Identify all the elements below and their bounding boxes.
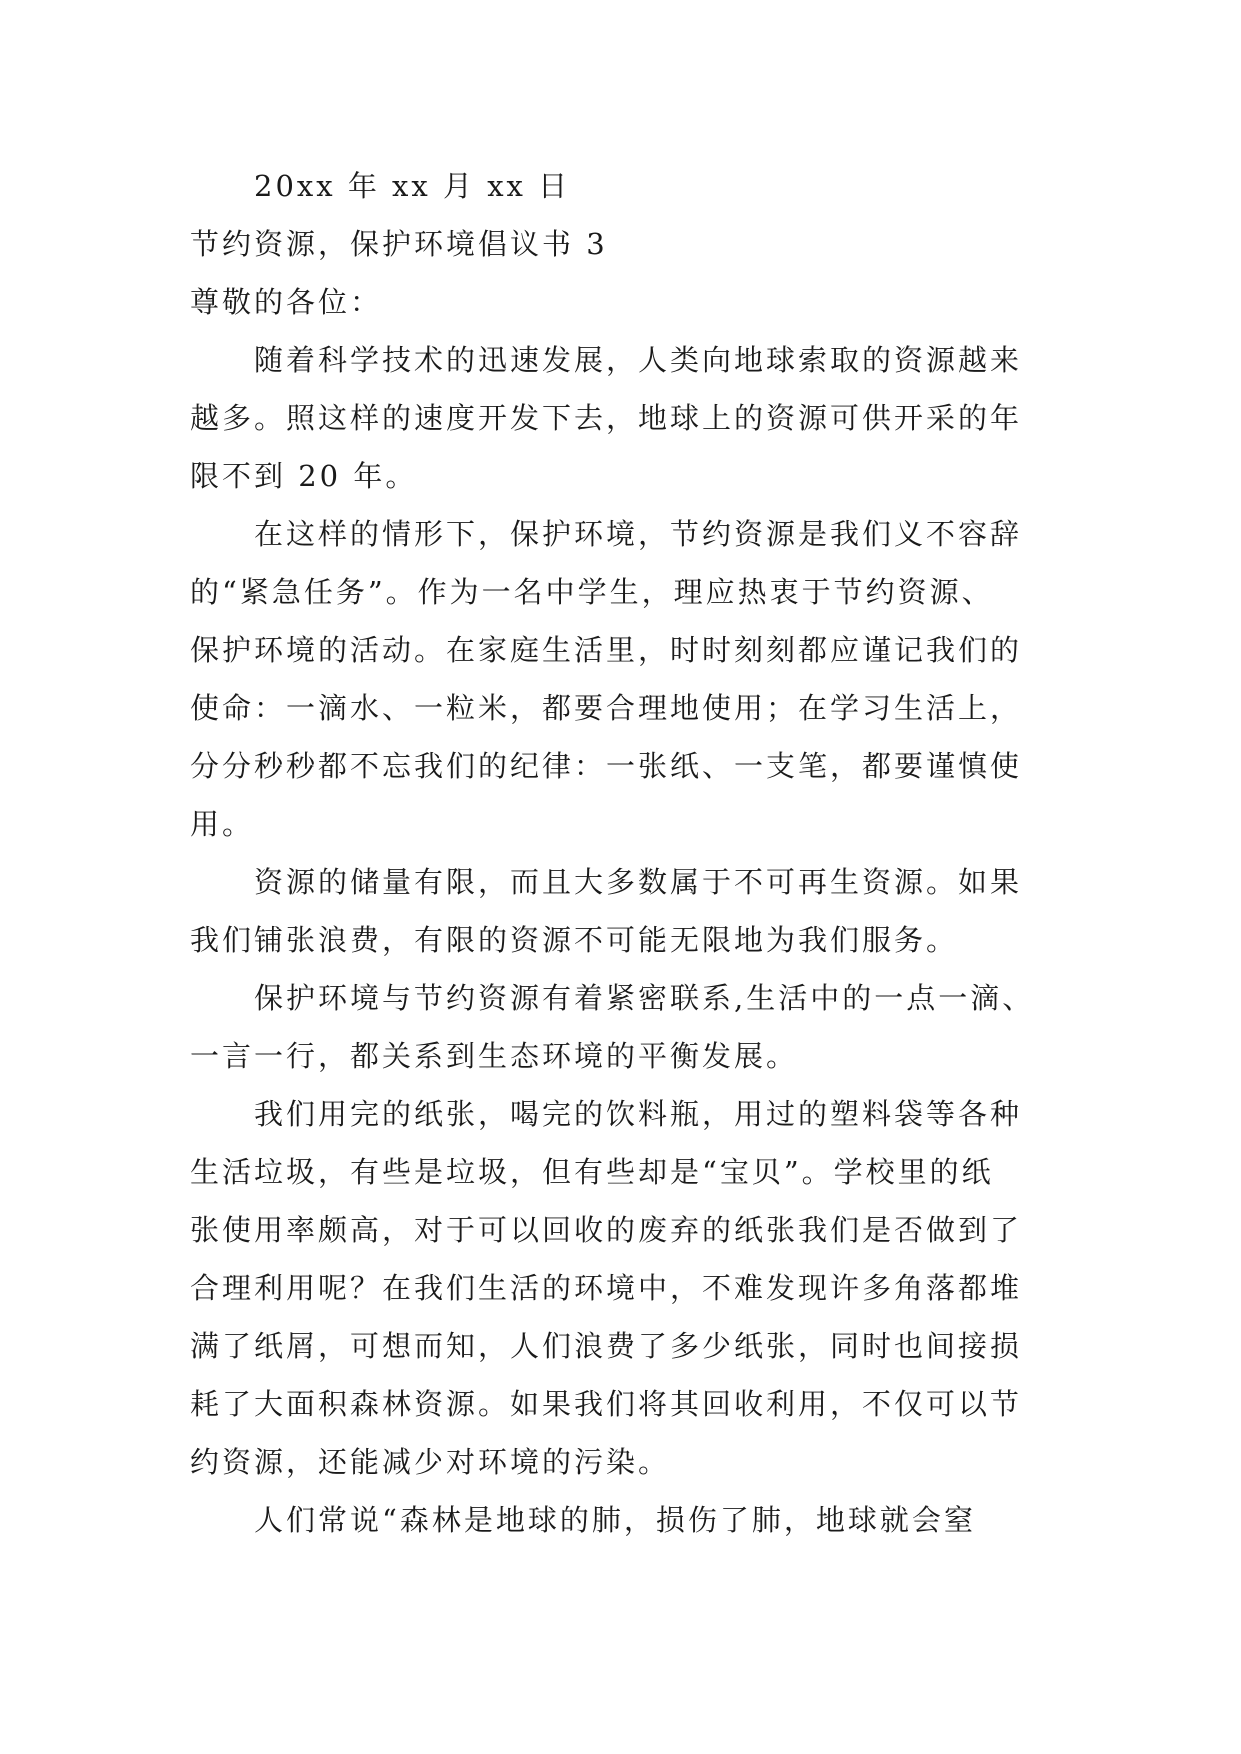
body-line: 限不到 20 年。	[190, 459, 418, 493]
document-salutation: 尊敬的各位：	[190, 285, 383, 319]
body-line: 的“紧急任务”。作为一名中学生，理应热衷于节约资源、	[190, 575, 994, 609]
body-line: 我们铺张浪费，有限的资源不可能无限地为我们服务。	[190, 923, 959, 957]
body-line: 保护环境的活动。在家庭生活里，时时刻刻都应谨记我们的	[190, 633, 1023, 667]
body-line: 用。	[190, 807, 255, 841]
body-line: 我们用完的纸张，喝完的饮料瓶，用过的塑料袋等各种	[254, 1097, 1023, 1131]
body-line: 随着科学技术的迅速发展，人类向地球索取的资源越来	[254, 343, 1023, 377]
body-line: 张使用率颇高，对于可以回收的废弃的纸张我们是否做到了	[190, 1213, 1023, 1247]
document-date: 20xx 年 xx 月 xx 日	[254, 169, 571, 203]
body-line: 分分秒秒都不忘我们的纪律：一张纸、一支笔，都要谨慎使	[190, 749, 1023, 783]
body-line: 满了纸屑，可想而知，人们浪费了多少纸张，同时也间接损	[190, 1329, 1023, 1363]
body-line: 保护环境与节约资源有着紧密联系,生活中的一点一滴、	[254, 981, 1035, 1015]
body-line: 一言一行，都关系到生态环境的平衡发展。	[190, 1039, 799, 1073]
body-line: 越多。照这样的速度开发下去，地球上的资源可供开采的年	[190, 401, 1023, 435]
body-line: 人们常说“森林是地球的肺，损伤了肺，地球就会窒	[254, 1503, 976, 1537]
body-line: 在这样的情形下，保护环境，节约资源是我们义不容辞	[254, 517, 1023, 551]
body-line: 使命：一滴水、一粒米，都要合理地使用；在学习生活上，	[190, 691, 1023, 725]
body-line: 合理利用呢？在我们生活的环境中，不难发现许多角落都堆	[190, 1271, 1023, 1305]
body-line: 耗了大面积森林资源。如果我们将其回收利用，不仅可以节	[190, 1387, 1023, 1421]
body-line: 约资源，还能减少对环境的污染。	[190, 1445, 671, 1479]
body-line: 资源的储量有限，而且大多数属于不可再生资源。如果	[254, 865, 1023, 899]
document-title: 节约资源，保护环境倡议书 3	[190, 227, 608, 261]
body-line: 生活垃圾，有些是垃圾，但有些却是“宝贝”。学校里的纸	[190, 1155, 994, 1189]
